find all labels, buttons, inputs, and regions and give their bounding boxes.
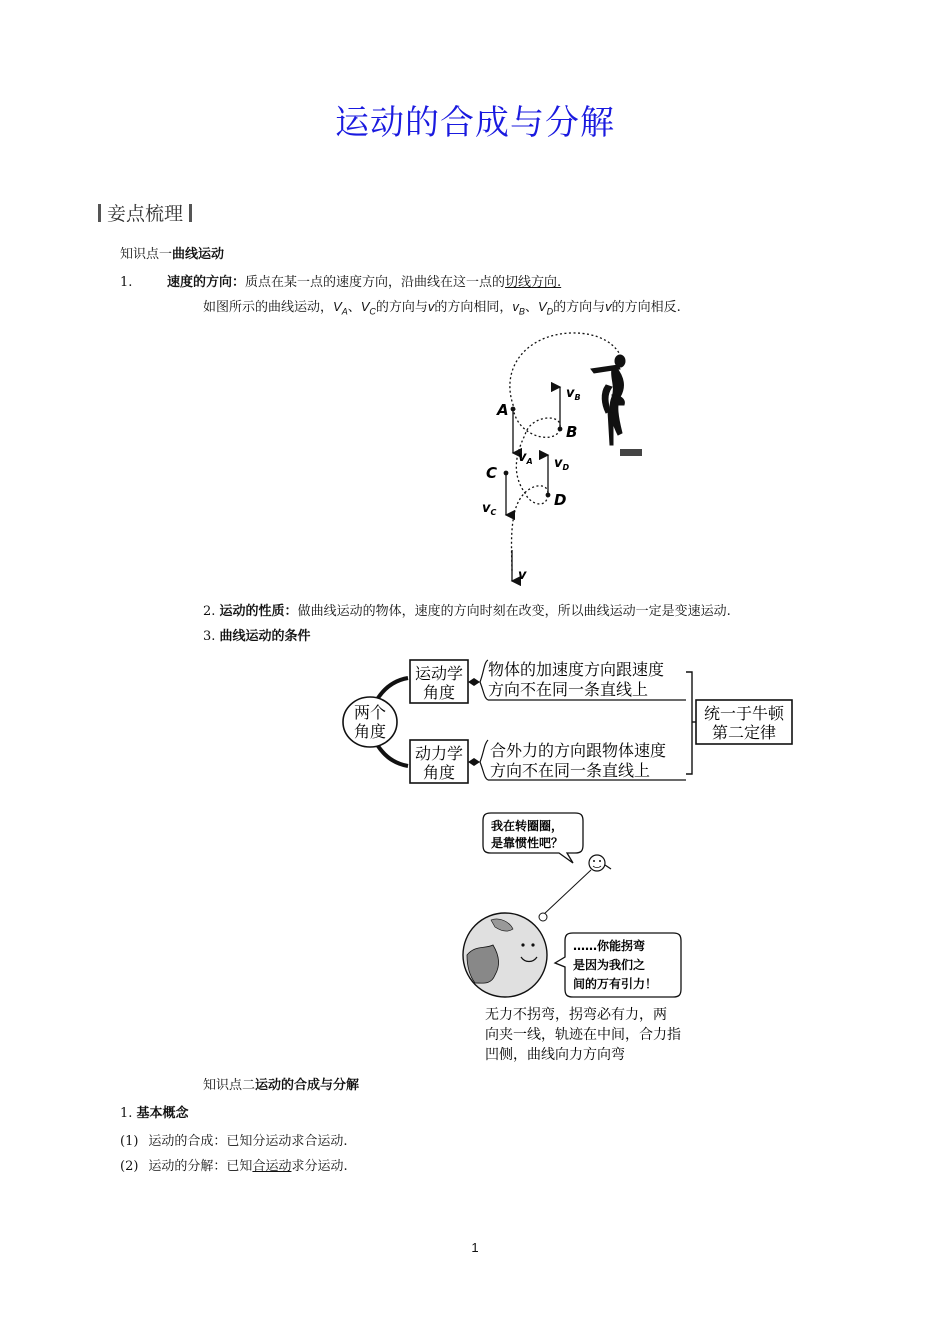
p2-pre: 运动的分解：已知 — [148, 1159, 253, 1174]
item2-number: 2. — [203, 604, 216, 619]
note-vb: v — [512, 299, 519, 314]
bubble1-l1: 我在转圈圈， — [491, 819, 564, 833]
label-vc-sub: C — [490, 508, 497, 517]
caption-l1: 无力不拐弯，拐弯必有力，两 — [485, 1007, 667, 1023]
label-b: B — [566, 423, 578, 441]
top-text-l2: 方向不在同一条直线上 — [488, 680, 649, 699]
note-sep1: 、 — [347, 300, 361, 315]
center-l2: 角度 — [353, 722, 387, 741]
curved-motion-diagram — [470, 325, 660, 590]
caption-l2: 向夹一线，轨迹在中间，合力指 — [485, 1027, 681, 1043]
right-l1: 统一于牛顿 — [703, 704, 785, 723]
kp1-heading — [120, 246, 224, 264]
label-d: D — [554, 491, 567, 509]
label-va-sub: A — [526, 457, 533, 466]
item1-underlined: 切线方向. — [505, 275, 562, 290]
connector-top — [378, 678, 408, 698]
kp1-label: 知识点一 — [120, 247, 173, 262]
label-v: v — [518, 568, 527, 583]
section-heading-text: 妾点梳理 — [107, 203, 184, 225]
right-bracket — [686, 672, 692, 774]
bot-box-l2: 角度 — [422, 763, 456, 782]
connector-bottom — [378, 746, 408, 766]
label-vb-sub: B — [574, 393, 581, 402]
kp1-name: 曲线运动 — [172, 247, 225, 262]
label-vc-main: v — [482, 501, 491, 516]
top-brace-up — [480, 660, 488, 682]
bubble2-l2: 是因为我们之 — [573, 958, 646, 972]
label-vd — [554, 456, 569, 472]
diver-figure — [591, 355, 625, 445]
label-vb — [566, 386, 581, 402]
concept-map — [338, 650, 813, 790]
top-box-l2: 角度 — [422, 683, 456, 702]
right-l2: 第二定律 — [711, 723, 777, 742]
kp2-p2 — [120, 1158, 348, 1176]
note-end: 的方向相反. — [611, 300, 681, 315]
basic-number: 1. — [120, 1106, 133, 1121]
top-box-l1: 运动学 — [414, 664, 464, 683]
note-vd: V — [537, 299, 547, 314]
bottom-brace-down — [480, 762, 488, 780]
note-vb-sub: B — [518, 306, 525, 317]
earth-cartoon — [455, 805, 695, 1070]
p1-text: 运动的合成：已知分运动求合运动. — [148, 1134, 348, 1149]
note-vc-sub: C — [369, 306, 376, 317]
kp2-p1 — [120, 1133, 348, 1151]
section-heading — [92, 199, 198, 226]
kp2-name: 运动的合成与分解 — [255, 1078, 360, 1093]
note-mid3: 的方向与 — [553, 300, 606, 315]
top-brace-down — [480, 682, 488, 700]
line-knob — [539, 913, 547, 921]
bot-box-l1: 动力学 — [414, 744, 464, 763]
kp2-heading — [203, 1077, 359, 1095]
note-mid2: 的方向相同， — [434, 300, 513, 315]
kp1-item1 — [167, 274, 561, 292]
p2-number: (2) — [120, 1159, 139, 1174]
kp2-basic — [120, 1105, 189, 1123]
label-vb-main: v — [566, 386, 575, 401]
label-vc — [482, 501, 496, 517]
note-v1: v — [427, 299, 435, 314]
bot-text-l2: 方向不在同一条直线上 — [490, 761, 651, 780]
note-pre: 如图所示的曲线运动， — [203, 300, 334, 315]
item1-text: 质点在某一点的速度方向，沿曲线在这一点的 — [245, 275, 506, 290]
item2-text: 做曲线运动的物体，速度的方向时刻在改变，所以曲线运动一定是变速运动. — [297, 604, 731, 619]
bot-text-l1: 合外力的方向跟物体速度 — [490, 741, 667, 760]
kp1-item1-number: 1. — [120, 275, 133, 290]
page-title: 运动的合成与分解 — [335, 103, 615, 143]
caption-l3: 凹侧，曲线向力方向弯 — [485, 1047, 625, 1063]
note-mid1: 的方向与 — [375, 300, 428, 315]
page-number: 1 — [471, 1240, 479, 1255]
heading-bar-right — [189, 204, 192, 222]
item3-head: 曲线运动的条件 — [219, 629, 311, 644]
bubble2-l1: ……你能拐弯 — [573, 939, 646, 953]
item1-head: 速度的方向： — [167, 275, 246, 290]
note-sep2: 、 — [524, 300, 538, 315]
item2-head: 运动的性质： — [219, 604, 298, 619]
bubble1-l2: 是靠惯性吧？ — [491, 836, 564, 850]
note-v2: v — [605, 299, 612, 314]
bubble2-l3: 间的万有引力！ — [573, 977, 658, 991]
label-vd-sub: D — [562, 463, 570, 472]
note-va: V — [333, 299, 342, 314]
label-a: A — [497, 401, 509, 419]
p2-underlined: 合运动 — [252, 1159, 292, 1174]
gravity-line — [543, 870, 591, 915]
diving-board — [620, 449, 642, 456]
figure-note — [203, 298, 681, 321]
kp2-label: 知识点二 — [203, 1078, 256, 1093]
top-diamond — [468, 678, 480, 686]
item3-number: 3. — [203, 629, 216, 644]
bottom-diamond — [468, 758, 480, 766]
p2-post: 求分运动. — [291, 1159, 348, 1174]
center-l1: 两个 — [353, 703, 387, 722]
satellite-ball — [589, 855, 611, 871]
p1-number: (1) — [120, 1134, 139, 1149]
bottom-brace-up — [480, 740, 488, 762]
top-text-l1: 物体的加速度方向跟速度 — [488, 660, 665, 679]
basic-head: 基本概念 — [136, 1106, 189, 1121]
label-va — [518, 450, 533, 466]
kp1-item3 — [203, 628, 311, 646]
label-vd-main: v — [554, 456, 563, 471]
label-va-main: v — [518, 450, 527, 465]
label-c: C — [486, 464, 498, 482]
note-vd-sub: D — [546, 306, 554, 317]
heading-bar-left — [98, 204, 101, 222]
note-vc: V — [360, 299, 370, 314]
earth-globe — [463, 913, 547, 997]
note-va-sub: A — [341, 306, 348, 317]
kp1-item2 — [203, 603, 731, 621]
trajectory-lower — [512, 408, 561, 573]
